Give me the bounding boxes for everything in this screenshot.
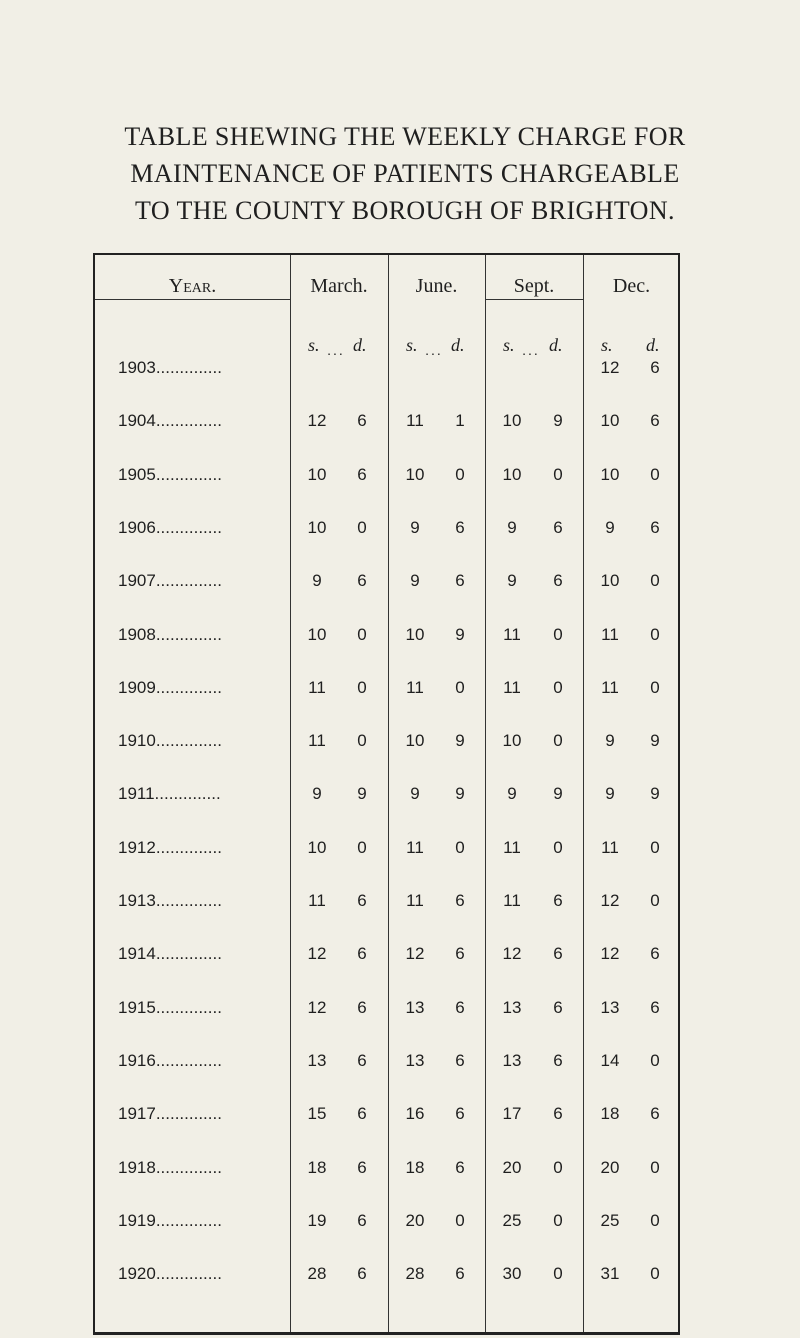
charges-table: [93, 253, 680, 1335]
dec-shillings-cell: 11: [601, 838, 619, 857]
sept-pence-cell: 0: [553, 1264, 563, 1283]
header-march: March.: [310, 275, 368, 297]
sept-pence-cell: 6: [553, 944, 563, 963]
dec-pence-cell: 6: [650, 1104, 660, 1123]
unit-shillings: s.: [406, 335, 418, 355]
dec-pence-cell: 0: [650, 625, 660, 644]
year-cell: 1903..............: [118, 358, 222, 377]
dec-pence-cell: 0: [650, 1158, 660, 1177]
sept-shillings-cell: 11: [503, 838, 521, 857]
sept-pence-cell: 9: [553, 411, 563, 430]
year-cell: 1904..............: [118, 411, 222, 430]
sept-shillings-cell: 13: [502, 998, 522, 1017]
dec-shillings-cell: 9: [605, 731, 615, 750]
header-dec: Dec.: [612, 275, 651, 297]
year-cell: 1919..............: [118, 1211, 222, 1230]
table-row: [95, 891, 682, 915]
dec-pence-cell: 6: [650, 998, 660, 1017]
march-pence-cell: 0: [357, 838, 367, 857]
year-cell: 1908..............: [118, 625, 222, 644]
year-cell: 1907..............: [118, 571, 222, 590]
march-shillings-cell: 10: [307, 465, 327, 484]
year-cell: 1913..............: [118, 891, 222, 910]
march-shillings-cell: 12: [307, 944, 327, 963]
header-sept: Sept.: [513, 275, 555, 297]
june-pence-cell: 9: [455, 784, 465, 803]
year-cell: 1911..............: [118, 784, 221, 803]
march-shillings-cell: 10: [307, 625, 327, 644]
table-row: [95, 342, 682, 382]
sept-pence-cell: 9: [553, 784, 563, 803]
year-cell: 1912..............: [118, 838, 222, 857]
title-line-1: TABLE SHEWING THE WEEKLY CHARGE FOR: [124, 122, 686, 151]
dec-shillings-cell: 18: [600, 1104, 620, 1123]
dec-pence-cell: 0: [650, 678, 660, 697]
sept-shillings-cell: 10: [502, 465, 522, 484]
page-title: [60, 118, 750, 229]
year-cell: 1910..............: [118, 731, 222, 750]
march-shillings-cell: 19: [307, 1211, 327, 1230]
sept-pence-cell: 0: [553, 1211, 563, 1230]
table-row: [95, 1264, 682, 1288]
june-shillings-cell: 28: [405, 1264, 425, 1283]
dec-shillings-cell: 14: [600, 1051, 620, 1070]
dec-shillings-cell: 10: [600, 411, 620, 430]
table-row: [95, 1104, 682, 1128]
march-pence-cell: 0: [357, 625, 367, 644]
dec-pence-cell: 0: [650, 465, 660, 484]
sept-pence-cell: 0: [553, 1158, 563, 1177]
dec-shillings-cell: 9: [605, 784, 615, 803]
march-pence-cell: 0: [357, 518, 367, 537]
year-cell: 1909..............: [118, 678, 222, 697]
march-shillings-cell: 11: [308, 731, 326, 750]
march-pence-cell: 6: [357, 465, 367, 484]
june-pence-cell: 6: [455, 1051, 465, 1070]
dec-shillings-cell: 13: [600, 998, 620, 1017]
june-shillings-cell: 10: [405, 465, 425, 484]
june-shillings-cell: 16: [405, 1104, 425, 1123]
march-pence-cell: 6: [357, 944, 367, 963]
sept-shillings-cell: 30: [502, 1264, 522, 1283]
june-pence-cell: 0: [455, 838, 465, 857]
dec-shillings-cell: 10: [600, 465, 620, 484]
dec-shillings-cell: 12: [600, 891, 620, 910]
unit-pence: d.: [646, 335, 660, 355]
june-pence-cell: 9: [455, 731, 465, 750]
march-pence-cell: 0: [357, 731, 367, 750]
dec-pence-cell: 6: [650, 944, 660, 963]
march-shillings-cell: 11: [308, 891, 326, 910]
march-shillings-cell: 9: [312, 784, 322, 803]
sept-pence-cell: 6: [553, 1104, 563, 1123]
dec-pence-cell: 9: [650, 731, 660, 750]
march-pence-cell: 6: [357, 571, 367, 590]
june-shillings-cell: 11: [406, 838, 424, 857]
sept-pence-cell: 0: [553, 731, 563, 750]
sept-shillings-cell: 9: [507, 518, 517, 537]
june-pence-cell: 6: [455, 1104, 465, 1123]
march-shillings-cell: 11: [308, 678, 326, 697]
march-pence-cell: 9: [357, 784, 367, 803]
march-pence-cell: 6: [357, 1158, 367, 1177]
sept-pence-cell: 6: [553, 891, 563, 910]
unit-shillings: s.: [601, 335, 613, 355]
header-divider: [95, 299, 290, 300]
june-pence-cell: 9: [455, 625, 465, 644]
table-row: [95, 625, 682, 649]
table-row: [95, 411, 682, 435]
sept-pence-cell: 6: [553, 571, 563, 590]
year-cell: 1918..............: [118, 1158, 222, 1177]
dec-shillings-cell: 11: [601, 625, 619, 644]
march-empty-cell: ...: [327, 342, 345, 358]
dec-pence-cell: 6: [650, 518, 660, 537]
dec-shillings-cell: 9: [605, 518, 615, 537]
dec-shillings-cell: 11: [601, 678, 619, 697]
sept-pence-cell: 0: [553, 838, 563, 857]
year-cell: 1905..............: [118, 465, 222, 484]
table-row: [95, 1211, 682, 1235]
march-pence-cell: 0: [357, 678, 367, 697]
june-shillings-cell: 10: [405, 731, 425, 750]
year-cell: 1914..............: [118, 944, 222, 963]
june-shillings-cell: 11: [406, 891, 424, 910]
sept-shillings-cell: 9: [507, 784, 517, 803]
sept-shillings-cell: 9: [507, 571, 517, 590]
table-row: [95, 678, 682, 702]
sept-pence-cell: 6: [553, 998, 563, 1017]
march-pence-cell: 6: [357, 1051, 367, 1070]
dec-shillings-cell: 25: [600, 1211, 620, 1230]
title-line-3: TO THE COUNTY BOROUGH OF BRIGHTON.: [135, 196, 675, 225]
march-pence-cell: 6: [357, 891, 367, 910]
sept-shillings-cell: 20: [502, 1158, 522, 1177]
sept-shillings-cell: 12: [502, 944, 522, 963]
table-row: [95, 571, 682, 595]
june-pence-cell: 0: [455, 465, 465, 484]
dec-shillings-cell: 12: [600, 944, 620, 963]
march-shillings-cell: 12: [307, 411, 327, 430]
march-pence-cell: 6: [357, 411, 367, 430]
march-shillings-cell: 10: [307, 838, 327, 857]
june-shillings-cell: 11: [406, 678, 424, 697]
header-year: Year.: [168, 275, 217, 297]
header-june: June.: [415, 275, 458, 297]
june-shillings-cell: 11: [406, 411, 424, 430]
june-pence-cell: 0: [455, 1211, 465, 1230]
year-cell: 1915..............: [118, 998, 222, 1017]
dec-shillings-cell: 20: [600, 1158, 620, 1177]
table-row: [95, 838, 682, 862]
march-shillings-cell: 12: [307, 998, 327, 1017]
table-row: [95, 1051, 682, 1075]
sept-pence-cell: 0: [553, 465, 563, 484]
sept-shillings-cell: 10: [502, 411, 522, 430]
june-empty-cell: ...: [425, 342, 443, 358]
sept-shillings-cell: 11: [503, 891, 521, 910]
june-shillings-cell: 9: [410, 784, 420, 803]
dec-shillings-cell: 12: [600, 358, 620, 377]
june-pence-cell: 6: [455, 944, 465, 963]
sept-shillings-cell: 13: [502, 1051, 522, 1070]
march-shillings-cell: 28: [307, 1264, 327, 1283]
dec-pence-cell: 6: [650, 411, 660, 430]
june-pence-cell: 6: [455, 1264, 465, 1283]
june-shillings-cell: 13: [405, 998, 425, 1017]
dec-pence-cell: 0: [650, 1051, 660, 1070]
year-cell: 1917..............: [118, 1104, 222, 1123]
dec-pence-cell: 9: [650, 784, 660, 803]
sept-shillings-cell: 17: [502, 1104, 522, 1123]
june-pence-cell: 6: [455, 998, 465, 1017]
dec-pence-cell: 0: [650, 571, 660, 590]
sept-shillings-cell: 10: [502, 731, 522, 750]
march-pence-cell: 6: [357, 1264, 367, 1283]
dec-pence-cell: 0: [650, 891, 660, 910]
sept-shillings-cell: 11: [503, 625, 521, 644]
june-pence-cell: 0: [455, 678, 465, 697]
dec-pence-cell: 0: [650, 1211, 660, 1230]
june-shillings-cell: 9: [410, 571, 420, 590]
table-row: [95, 731, 682, 755]
dec-shillings-cell: 10: [600, 571, 620, 590]
march-shillings-cell: 10: [307, 518, 327, 537]
sept-pence-cell: 6: [553, 1051, 563, 1070]
sept-pence-cell: 0: [553, 678, 563, 697]
unit-pence: d.: [353, 335, 367, 355]
table-row: [95, 784, 682, 808]
june-pence-cell: 1: [455, 411, 465, 430]
march-pence-cell: 6: [357, 1104, 367, 1123]
sept-shillings-cell: 11: [503, 678, 521, 697]
table-row: [95, 944, 682, 968]
unit-shillings: s.: [503, 335, 515, 355]
march-shillings-cell: 18: [307, 1158, 327, 1177]
june-pence-cell: 6: [455, 518, 465, 537]
title-line-2: MAINTENANCE OF PATIENTS CHARGEABLE: [130, 159, 680, 188]
march-shillings-cell: 13: [307, 1051, 327, 1070]
table-row: [95, 465, 682, 489]
june-shillings-cell: 20: [405, 1211, 425, 1230]
june-shillings-cell: 9: [410, 518, 420, 537]
table-row: [95, 1158, 682, 1182]
sept-pence-cell: 0: [553, 625, 563, 644]
sept-shillings-cell: 25: [502, 1211, 522, 1230]
header-divider: [485, 299, 583, 300]
june-shillings-cell: 12: [405, 944, 425, 963]
dec-pence-cell: 0: [650, 1264, 660, 1283]
dec-pence-cell: 0: [650, 838, 660, 857]
year-cell: 1906..............: [118, 518, 222, 537]
june-shillings-cell: 13: [405, 1051, 425, 1070]
march-shillings-cell: 9: [312, 571, 322, 590]
march-shillings-cell: 15: [307, 1104, 327, 1123]
june-shillings-cell: 10: [405, 625, 425, 644]
sept-empty-cell: ...: [522, 342, 540, 358]
dec-pence-cell: 6: [650, 358, 660, 377]
year-cell: 1916..............: [118, 1051, 222, 1070]
unit-shillings: s.: [308, 335, 320, 355]
june-shillings-cell: 18: [405, 1158, 425, 1177]
table-row: [95, 518, 682, 542]
year-cell: 1920..............: [118, 1264, 222, 1283]
dec-shillings-cell: 31: [600, 1264, 620, 1283]
june-pence-cell: 6: [455, 891, 465, 910]
june-pence-cell: 6: [455, 571, 465, 590]
sept-pence-cell: 6: [553, 518, 563, 537]
june-pence-cell: 6: [455, 1158, 465, 1177]
march-pence-cell: 6: [357, 998, 367, 1017]
unit-pence: d.: [549, 335, 563, 355]
table-row: [95, 998, 682, 1022]
unit-pence: d.: [451, 335, 465, 355]
march-pence-cell: 6: [357, 1211, 367, 1230]
